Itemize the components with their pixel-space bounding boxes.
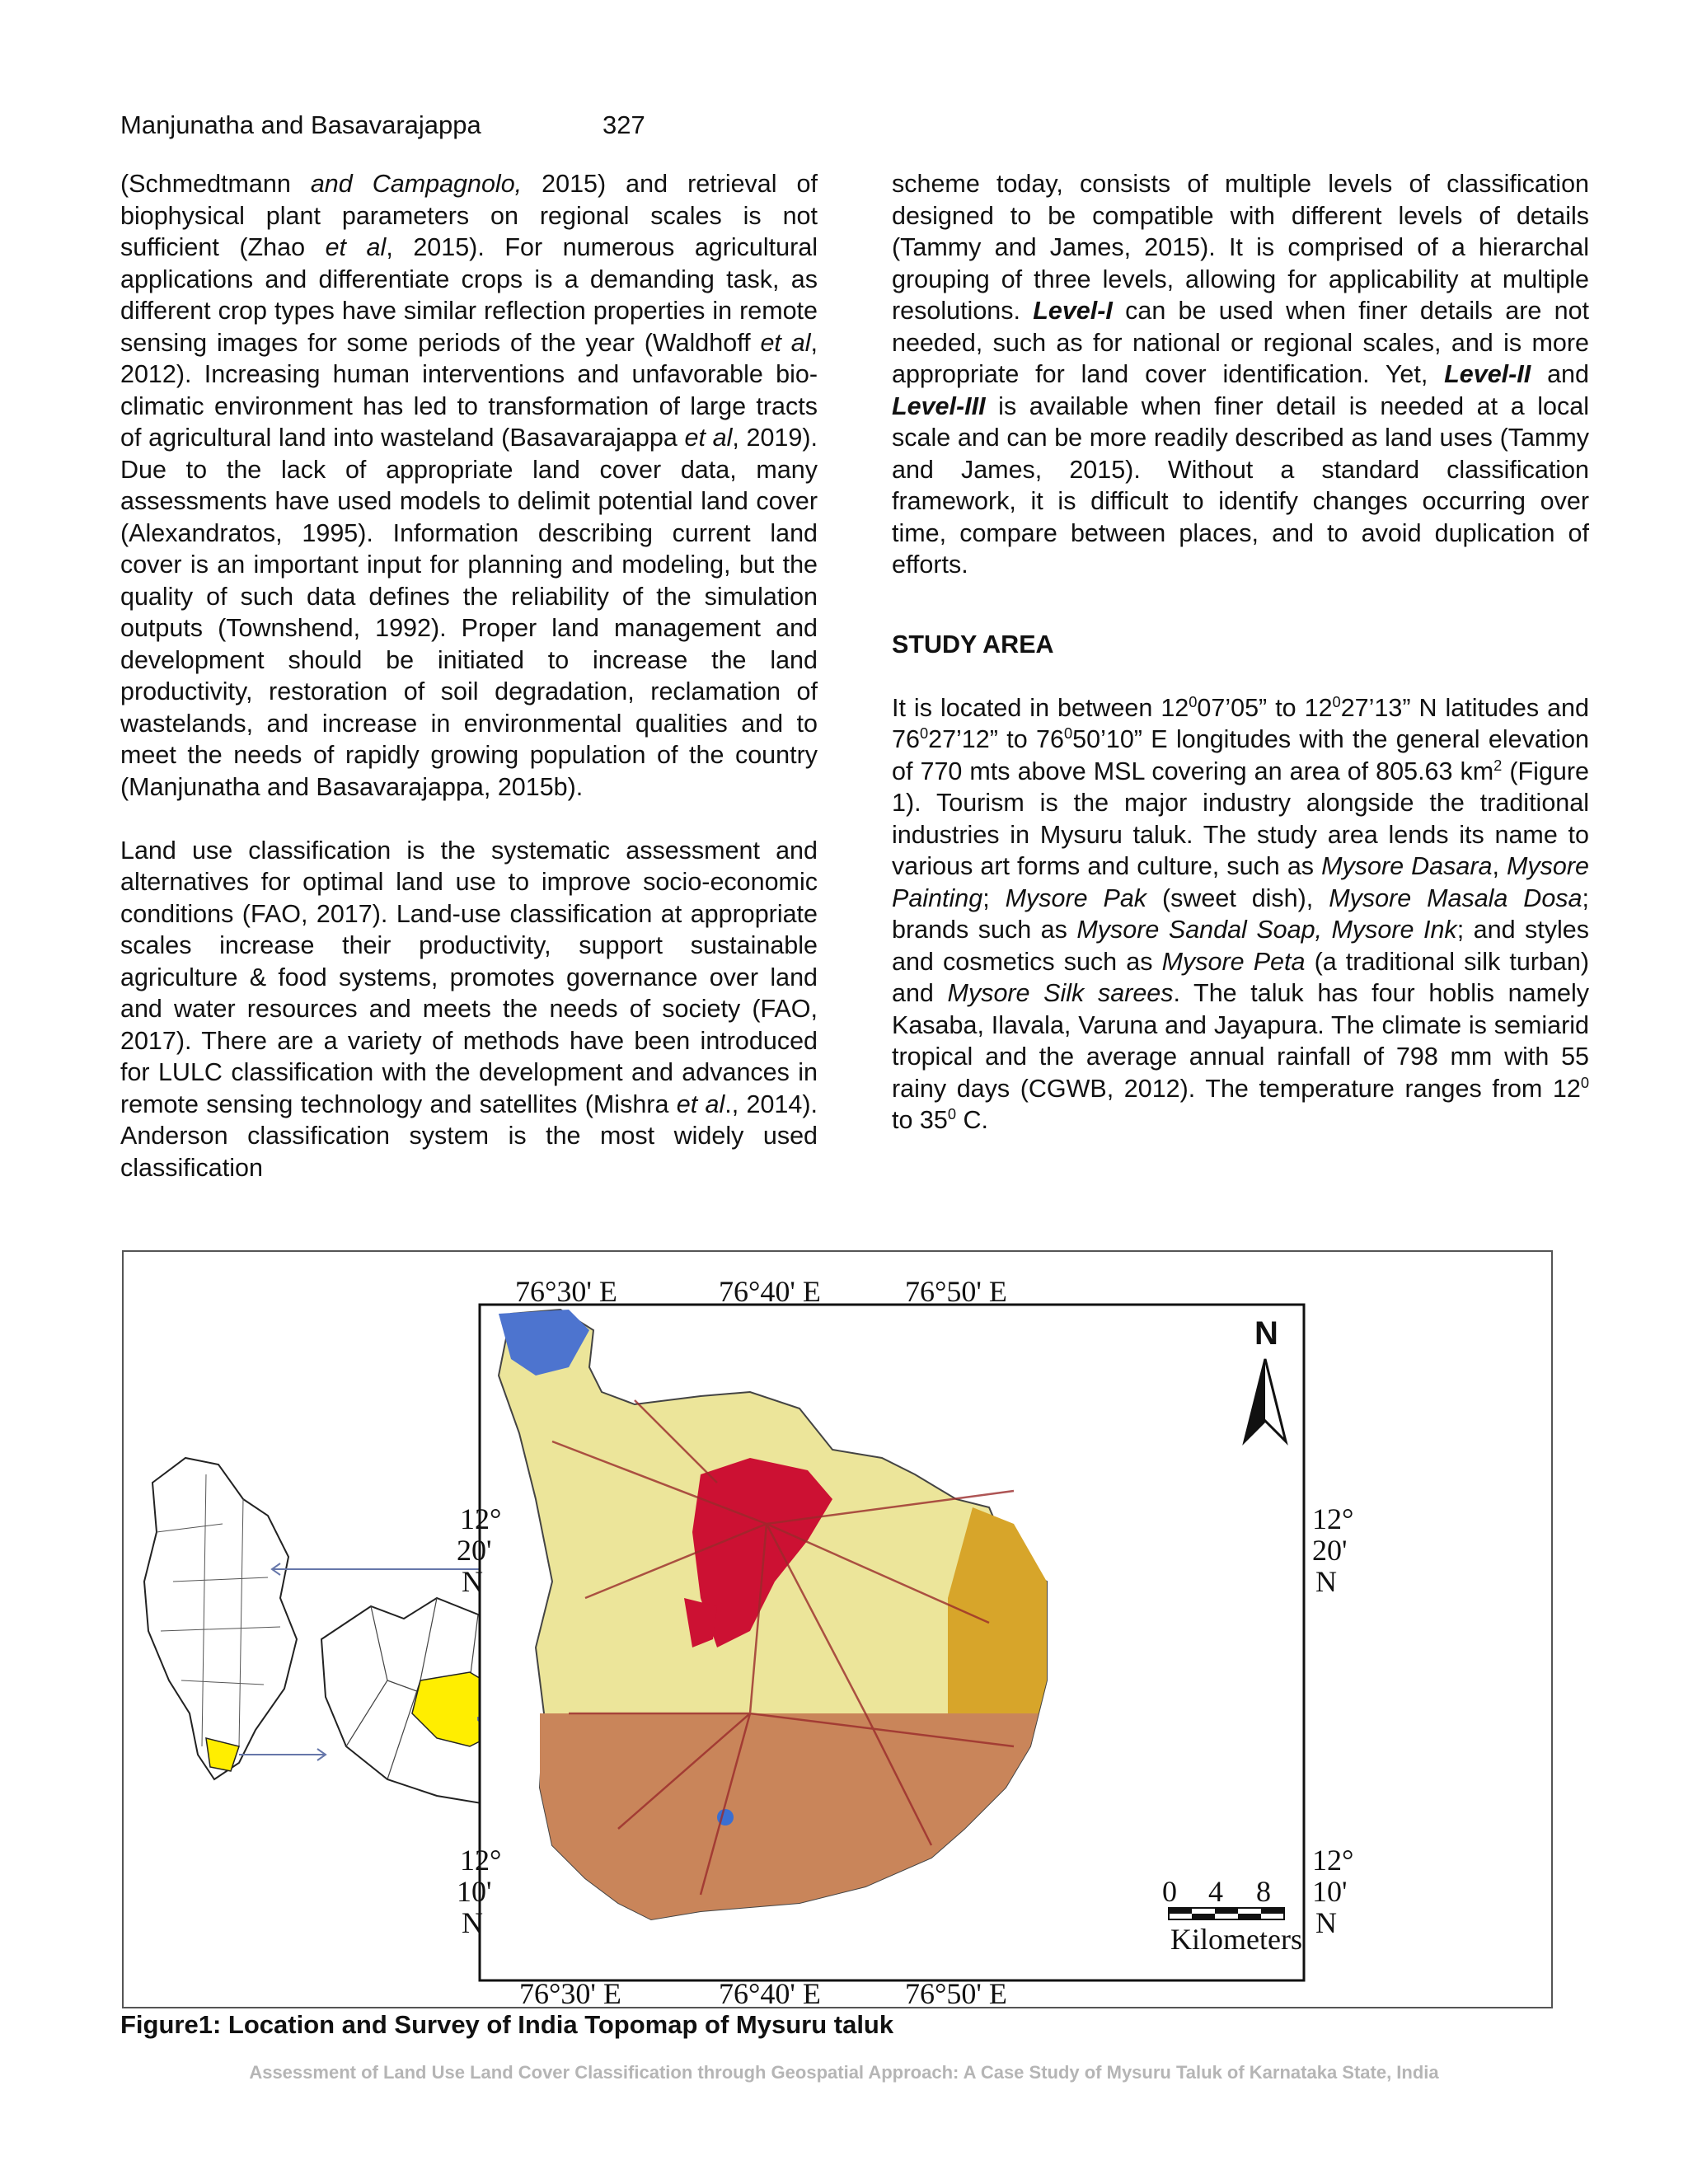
top-tick-3: 76°50' E bbox=[905, 1275, 1007, 1308]
running-header bbox=[120, 110, 645, 140]
lat-right-top-hem: N bbox=[1315, 1565, 1337, 1598]
lat-right-bottom-min: 10' bbox=[1312, 1875, 1348, 1908]
page-footer: Assessment of Land Use Land Cover Classification through Geospatial Approach: A Case Study of Mysuru Taluk of Karnataka State, India bbox=[249, 2062, 1439, 2083]
lat-right-bottom-deg: 12° bbox=[1312, 1844, 1354, 1877]
left-paragraph-2: Land use classification is the systematic assessment and alternatives for optimal land use to improve socio-economic conditions (FAO, 2017). Land-use classification at appropriate scales increase their productivity, support sustainable agriculture & food systems, promotes governance over land and water resources and meets the needs of society (FAO, 2017). There are a variety of methods have been introduced for LULC classification with the development and advances in remote sensing technology and satellites (Mishra et al., 2014). Anderson classification system is the most widely used classification bbox=[120, 836, 818, 1182]
bottom-tick-2: 76°40' E bbox=[719, 1977, 821, 2007]
lat-left-top-min: 20' bbox=[457, 1534, 492, 1567]
north-label: N bbox=[1254, 1315, 1278, 1352]
left-column bbox=[120, 168, 818, 1216]
lat-left-bottom-min: 10' bbox=[457, 1875, 492, 1908]
section-heading: STUDY AREA bbox=[892, 630, 1054, 658]
right-paragraph-1: scheme today, consists of multiple levels of classification designed to be compatible with different levels of details (Tammy and James, 2015). It is comprised of a hierarchal grouping of three levels, allowing for applicability at multiple resolutions. Level-I can be used when finer details are not needed, such as for national or regional scales, and is more appropriate for land cover identification. Yet, Level-II and Level-III is available when finer detail is needed at a local scale and can be more readily described as land uses (Tammy and James, 2015). Without a standard classification framework, it is difficult to identify changes occurring over time, compare between places, and to avoid duplication of efforts. bbox=[892, 170, 1590, 579]
scale-4: 4 bbox=[1208, 1875, 1223, 1908]
lat-right-bottom-hem: N bbox=[1315, 1906, 1337, 1939]
top-tick-1: 76°30' E bbox=[515, 1275, 617, 1308]
scale-0: 0 bbox=[1162, 1875, 1177, 1908]
lat-right-top-deg: 12° bbox=[1312, 1502, 1354, 1535]
header-authors: Manjunatha and Basavarajappa bbox=[120, 110, 481, 139]
figure-caption: Figure1: Location and Survey of India Topomap of Mysuru taluk bbox=[120, 2010, 894, 2039]
right-paragraph-2: It is located in between $12^007’05$” to $12^027’13$” N latitudes and $76^027’12$” to $76^050’10$” E longitudes with the general elevation of 770 mts above MSL covering an area of 805.63 $km^2$ (Figure 1). Tourism is the major industry alongside the traditional industries in Mysuru taluk. The study area lends its name to various art forms and culture, such as Mysore Dasara, Mysore Painting; Mysore Pak (sweet dish), Mysore Masala Dosa; brands such as Mysore Sandal Soap, Mysore Ink; and styles and cosmetics such as Mysore Peta (a traditional silk turban) and Mysore Silk sarees. The taluk has four hoblis namely Kasaba, Ilavala, Varuna and Jayapura. The climate is semiarid tropical and the average annual rainfall of 798 mm with 55 rainy days (CGWB, 2012). The temperature ranges from $12^0$ to $35^0$ C. bbox=[892, 692, 1589, 1134]
scale-unit: Kilometers bbox=[1170, 1923, 1302, 1956]
lat-left-bottom-hem: N bbox=[462, 1906, 483, 1939]
bottom-tick-3: 76°50' E bbox=[905, 1977, 1007, 2007]
lat-right-top-min: 20' bbox=[1312, 1534, 1348, 1567]
right-column bbox=[892, 168, 1589, 1168]
lat-left-top-deg: 12° bbox=[460, 1502, 502, 1535]
top-tick-2: 76°40' E bbox=[719, 1275, 821, 1308]
lat-left-top-hem: N bbox=[462, 1565, 483, 1598]
map-graphic bbox=[124, 1252, 1551, 2007]
left-paragraph-1: (Schmedtmann and Campagnolo, 2015) and retrieval of biophysical plant parameters on regional scales is not sufficient (Zhao et al, 2015). For numerous agricultural applications and differentiate crops is a demanding task, as different crop types have similar reflection properties in remote sensing images for some periods of the year (Waldhoff et al, 2012). Increasing human interventions and unfavorable bio-climatic environment has led to transformation of large tracts of agricultural land into wasteland (Basavarajappa et al, 2019). Due to the lack of appropriate land cover data, many assessments have used models to delimit potential land cover (Alexandratos, 1995). Information describing current land cover is an important input for planning and modeling, but the quality of such data defines the reliability of the simulation outputs (Townshend, 1992). Proper land management and development should be initiated to increase the land productivity, restoration of soil degradation, reclamation of wastelands, and increase in environmental qualities and to meet the needs of rapidly growing population of the country (Manjunatha and Basavarajappa, 2015b). bbox=[120, 170, 818, 801]
lat-left-bottom-deg: 12° bbox=[460, 1844, 502, 1877]
figure-1-map bbox=[122, 1250, 1553, 2008]
page-number: 327 bbox=[603, 110, 645, 139]
bottom-tick-1: 76°30' E bbox=[519, 1977, 621, 2007]
karnataka-outline bbox=[144, 1458, 297, 1779]
scale-8: 8 bbox=[1256, 1875, 1271, 1908]
